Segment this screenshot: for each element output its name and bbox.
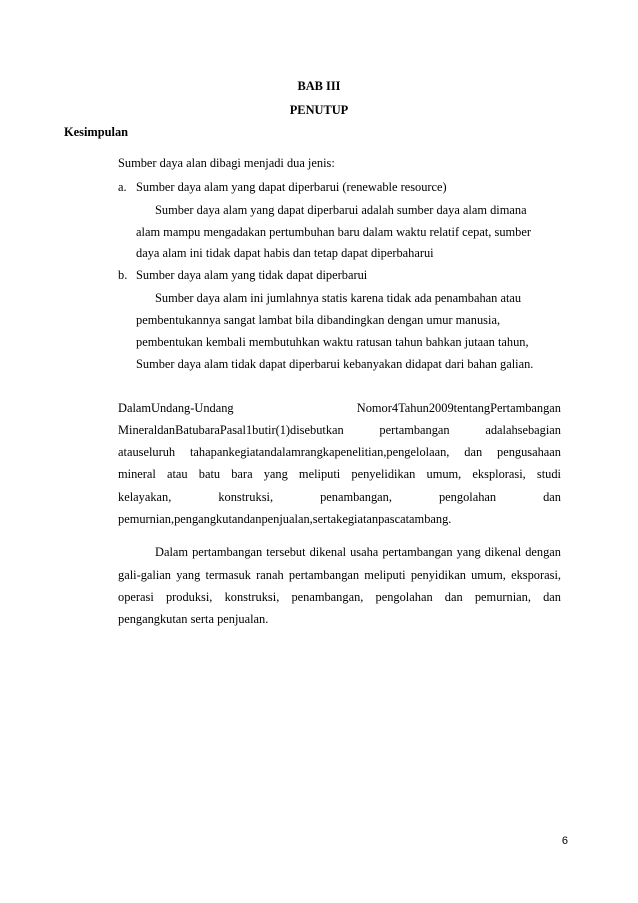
- section-title: Kesimpulan: [64, 125, 129, 139]
- law-paragraph-line: DalamUndang-Undang Nomor4Tahun2009tentangPertambangan: [118, 401, 561, 415]
- mining-paragraph-last-line: pengangkutan serta penjualan.: [118, 612, 269, 626]
- mining-paragraph-line: gali-galian yang termasuk ranah pertambangan meliputi penyidikan umum, eksporasi,: [118, 568, 561, 582]
- item-b-line: Sumber daya alam tidak dapat diperbarui kebanyakan didapat dari bahan galian.: [136, 357, 534, 371]
- law-paragraph-line: atauseluruh tahapankegiatandalamrangkapenelitian,pengelolaan, dan pengusahaan: [118, 445, 561, 459]
- item-a-line: Sumber daya alam yang dapat diperbarui adalah sumber daya alam dimana: [155, 203, 527, 217]
- item-b-title: Sumber daya alam yang tidak dapat diperbarui: [136, 268, 368, 282]
- law-paragraph-line: kelayakan, konstruksi, penambangan, pengolahan dan: [118, 490, 561, 504]
- item-b-line: Sumber daya alam ini jumlahnya statis karena tidak ada penambahan atau: [155, 291, 522, 305]
- chapter-heading: BAB III: [297, 79, 341, 93]
- item-a-title: Sumber daya alam yang dapat diperbarui (renewable resource): [136, 180, 447, 194]
- mining-paragraph-line: Dalam pertambangan tersebut dikenal usaha pertambangan yang dikenal dengan: [155, 545, 561, 559]
- page-number: 6: [561, 835, 568, 847]
- list-marker-b: b.: [118, 268, 128, 282]
- chapter-title: PENUTUP: [289, 103, 349, 117]
- law-paragraph-line: mineral atau batu bara yang meliputi penyelidikan umum, eksplorasi, studi: [118, 467, 561, 481]
- list-marker-a: a.: [118, 180, 127, 194]
- item-b-line: pembentukan kembali membutuhkan waktu ratusan tahun bahkan jutaan tahun,: [136, 335, 529, 349]
- law-paragraph-line: MineraldanBatubaraPasal1butir(1)disebutkan pertambangan adalahsebagian: [118, 423, 561, 437]
- mining-paragraph-line: operasi produksi, konstruksi, penambangan, pengolahan dan pemurnian, dan: [118, 590, 561, 604]
- intro-text: Sumber daya alan dibagi menjadi dua jenis:: [118, 156, 335, 170]
- law-paragraph-last-line: pemurnian,pengangkutandanpenjualan,sertakegiatanpascatambang.: [118, 512, 452, 526]
- item-b-line: pembentukannya sangat lambat bila dibandingkan dengan umur manusia,: [136, 313, 501, 327]
- item-a-line: daya alam ini tidak dapat habis dan tetap dapat diperbaharui: [136, 246, 434, 260]
- item-a-line: alam mampu mengadakan pertumbuhan baru dalam waktu relatif cepat, sumber: [136, 225, 531, 239]
